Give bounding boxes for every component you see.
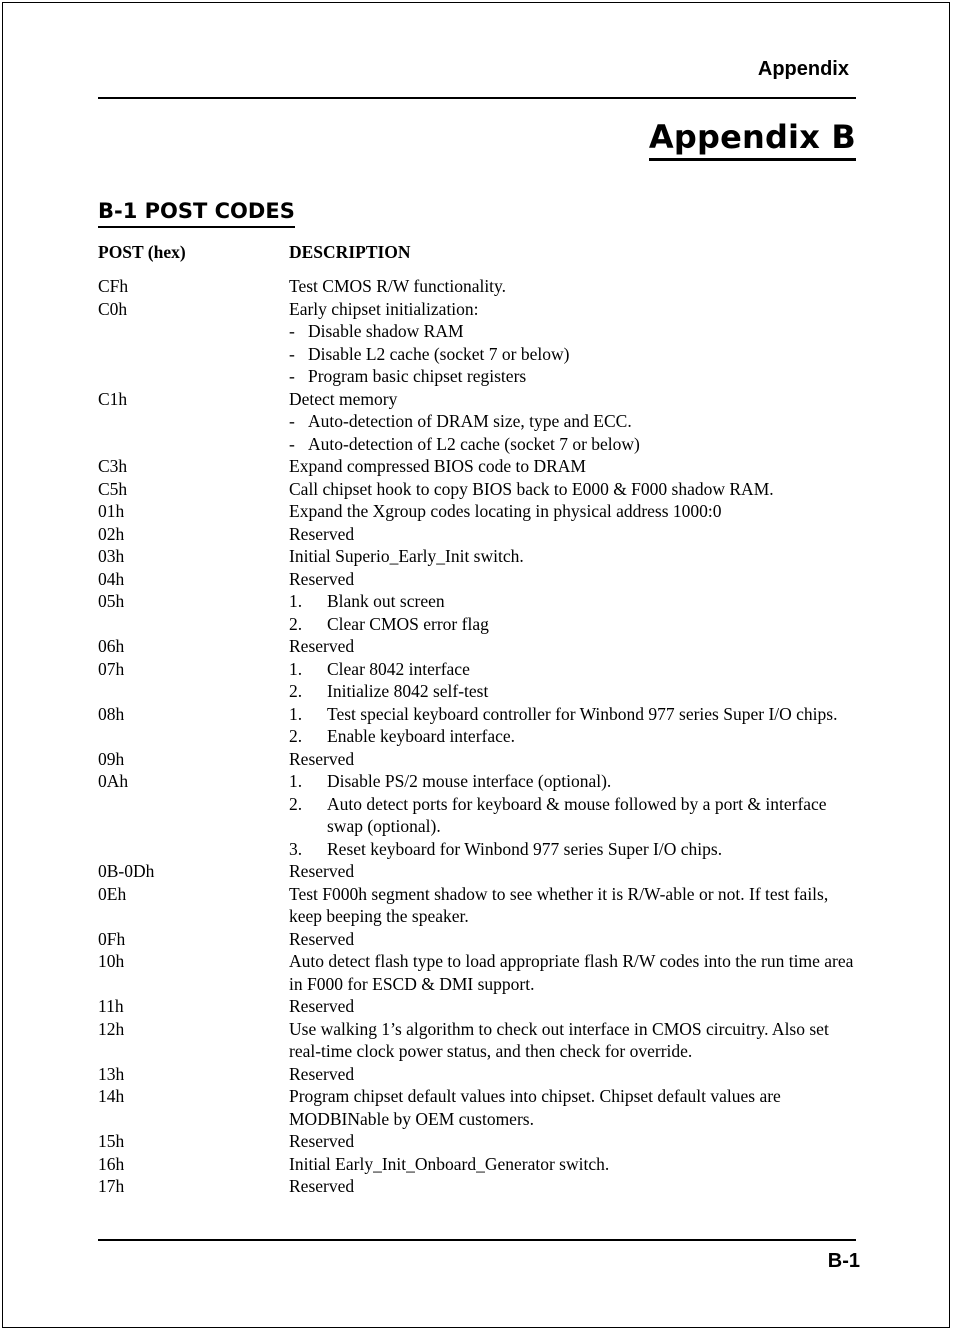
table-row (98, 883, 856, 928)
table-row (98, 275, 856, 298)
post-description (289, 455, 856, 478)
description-text: Reserved (289, 636, 355, 656)
post-code: 15h (98, 1131, 125, 1151)
post-code: 14h (98, 1086, 125, 1106)
post-code: C5h (98, 478, 128, 499)
post-description (289, 545, 856, 568)
table-row (98, 995, 856, 1018)
post-description (289, 928, 856, 951)
post-description (289, 860, 856, 883)
numbered-item (289, 680, 856, 703)
table-row (98, 928, 856, 951)
bullet-dash: - (289, 321, 295, 341)
description-text: Reserved (289, 928, 355, 949)
table-row (98, 545, 856, 568)
post-description (289, 1063, 856, 1086)
numbered-item (289, 703, 856, 726)
item-number: 2. (289, 613, 303, 634)
numbered-item (289, 838, 856, 861)
post-description (289, 298, 856, 388)
post-description (289, 500, 856, 523)
post-code: C1h (98, 388, 128, 409)
bullet-dash: - (289, 433, 295, 454)
post-code: 0Fh (98, 928, 126, 949)
post-description (289, 883, 856, 928)
item-number: 3. (289, 838, 303, 859)
page-title: Appendix B (649, 118, 856, 161)
item-text: Clear CMOS error flag (327, 613, 489, 634)
description-text: Expand compressed BIOS code to DRAM (289, 456, 586, 476)
post-description (289, 635, 856, 658)
table-row (98, 568, 856, 591)
item-text: Test special keyboard controller for Winbond 977 series Super I/O chips. (327, 703, 838, 724)
post-description (289, 568, 856, 591)
post-code: C0h (98, 298, 128, 319)
table-row (98, 388, 856, 456)
bullet-dash: - (289, 411, 295, 431)
bullet-item (289, 343, 856, 366)
post-description (289, 770, 856, 860)
item-number: 1. (289, 591, 303, 611)
bullet-item (289, 433, 856, 456)
post-description (289, 995, 856, 1018)
item-number: 1. (289, 703, 303, 724)
post-code: 0B-0Dh (98, 861, 155, 881)
numbered-item (289, 770, 856, 793)
table-row (98, 1018, 856, 1063)
table-row (98, 860, 856, 883)
description-text: Expand the Xgroup codes locating in physical address 1000:0 (289, 501, 722, 521)
item-text: Disable PS/2 mouse interface (optional). (327, 771, 612, 791)
post-code: 07h (98, 658, 125, 679)
table-row (98, 1085, 856, 1130)
bullet-dash: - (289, 343, 295, 364)
post-description (289, 703, 856, 748)
post-code: 0Ah (98, 771, 129, 791)
post-code: 04h (98, 568, 125, 589)
numbered-item (289, 590, 856, 613)
post-code: 0Eh (98, 883, 127, 904)
running-header: Appendix (757, 58, 849, 80)
post-code: 03h (98, 546, 125, 566)
item-text: Initialize 8042 self-test (327, 681, 489, 701)
post-description (289, 1018, 856, 1063)
table-row (98, 478, 856, 501)
column-header-post-hex: POST (hex) (98, 242, 186, 262)
post-code: 16h (98, 1153, 125, 1174)
bullet-item (289, 365, 856, 388)
table-row (98, 950, 856, 995)
post-description (289, 275, 856, 298)
item-text: Auto detect ports for keyboard & mouse followed by a port & interface swap (optional). (327, 793, 827, 836)
description-text: Auto detect flash type to load appropriate flash R/W codes into the run time area in F000 for ESCD & DMI support. (289, 951, 854, 994)
description-text: Reserved (289, 996, 355, 1016)
description-text: Reserved (289, 1131, 355, 1151)
description-text: Early chipset initialization: (289, 298, 479, 319)
description-text: Reserved (289, 748, 355, 769)
post-code: 08h (98, 703, 125, 724)
post-description (289, 590, 856, 635)
footer-rule (98, 1239, 856, 1241)
description-text: Test F000h segment shadow to see whether it is R/W-able or not. If test fails, keep beeping the speaker. (289, 883, 829, 926)
bullet-text: Auto-detection of DRAM size, type and ECC. (308, 411, 632, 431)
item-text: Enable keyboard interface. (327, 726, 516, 746)
description-text: Reserved (289, 1063, 355, 1084)
description-text: Detect memory (289, 388, 398, 409)
table-row (98, 298, 856, 388)
post-code: 10h (98, 951, 125, 971)
post-code: CFh (98, 276, 129, 296)
item-text: Blank out screen (327, 591, 445, 611)
item-number: 1. (289, 658, 303, 679)
table-row (98, 1153, 856, 1176)
table-row (98, 1175, 856, 1198)
post-description (289, 1153, 856, 1176)
numbered-item (289, 613, 856, 636)
bullet-text: Disable shadow RAM (308, 321, 464, 341)
post-description (289, 1130, 856, 1153)
table-row (98, 1130, 856, 1153)
table-row (98, 658, 856, 703)
numbered-item (289, 658, 856, 681)
post-codes-table (98, 240, 856, 1198)
item-number: 2. (289, 726, 303, 746)
table-row (98, 770, 856, 860)
item-text: Clear 8042 interface (327, 658, 470, 679)
bullet-item (289, 410, 856, 433)
description-text: Use walking 1’s algorithm to check out interface in CMOS circuitry. Also set real-time clock power status, and then check for override. (289, 1018, 829, 1061)
post-code: C3h (98, 456, 128, 476)
bullet-text: Disable L2 cache (socket 7 or below) (308, 343, 570, 364)
numbered-item (289, 725, 856, 748)
table-row (98, 748, 856, 771)
description-text: Call chipset hook to copy BIOS back to E000 & F000 shadow RAM. (289, 478, 774, 499)
item-number: 2. (289, 793, 303, 814)
post-code: 06h (98, 636, 125, 656)
item-number: 1. (289, 771, 303, 791)
description-text: Reserved (289, 1176, 355, 1196)
table-row (98, 635, 856, 658)
description-text: Reserved (289, 568, 355, 589)
post-code: 13h (98, 1063, 125, 1084)
item-text: Reset keyboard for Winbond 977 series Super I/O chips. (327, 838, 723, 859)
post-description (289, 748, 856, 771)
description-text: Initial Superio_Early_Init switch. (289, 546, 524, 566)
post-description (289, 478, 856, 501)
table-row (98, 590, 856, 635)
post-description (289, 950, 856, 995)
table-row (98, 455, 856, 478)
description-text: Initial Early_Init_Onboard_Generator switch. (289, 1153, 610, 1174)
post-code: 12h (98, 1018, 125, 1039)
bullet-text: Auto-detection of L2 cache (socket 7 or below) (308, 433, 640, 454)
post-code: 01h (98, 501, 125, 521)
bullet-item (289, 320, 856, 343)
description-text: Test CMOS R/W functionality. (289, 276, 507, 296)
description-text: Reserved (289, 523, 355, 544)
table-row (98, 703, 856, 748)
post-code: 02h (98, 523, 125, 544)
post-description (289, 658, 856, 703)
description-text: Program chipset default values into chipset. Chipset default values are MODBINable by OEM customers. (289, 1086, 781, 1129)
bullet-dash: - (289, 366, 295, 386)
table-row (98, 523, 856, 546)
post-description (289, 1175, 856, 1198)
page-number: B-1 (827, 1250, 860, 1272)
bullet-text: Program basic chipset registers (308, 366, 527, 386)
item-number: 2. (289, 681, 303, 701)
numbered-item (289, 793, 856, 838)
post-code: 09h (98, 748, 125, 769)
column-header-description: DESCRIPTION (289, 242, 411, 262)
post-code: 17h (98, 1176, 125, 1196)
post-code: 11h (98, 996, 124, 1016)
post-description (289, 523, 856, 546)
table-row (98, 1063, 856, 1086)
section-title: B-1 POST CODES (98, 198, 295, 228)
header-rule (98, 97, 856, 99)
table-body (98, 275, 856, 1198)
post-code: 05h (98, 591, 125, 611)
description-text: Reserved (289, 861, 355, 881)
table-header (98, 240, 856, 264)
table-row (98, 500, 856, 523)
post-description (289, 1085, 856, 1130)
post-description (289, 388, 856, 456)
